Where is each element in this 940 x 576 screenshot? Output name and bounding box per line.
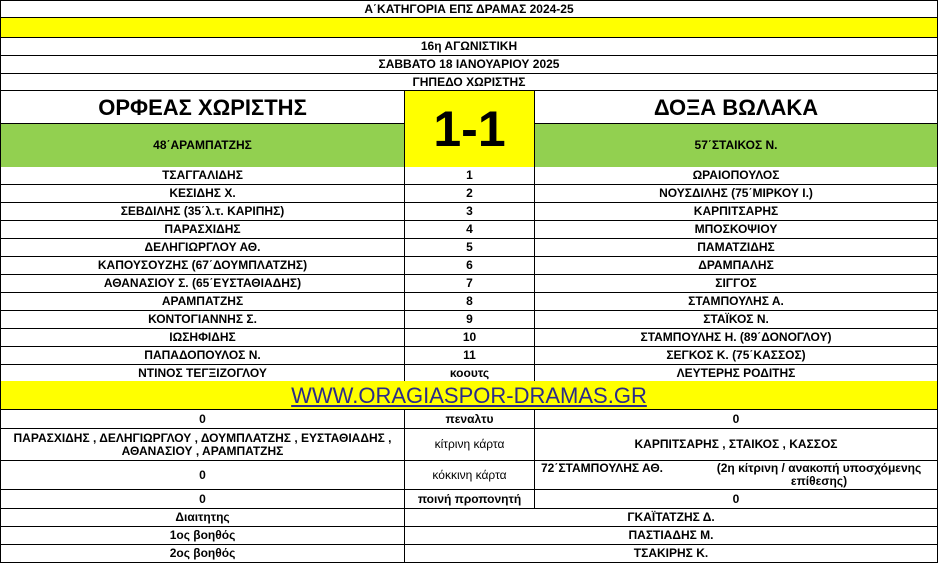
shirt-number: 4 xyxy=(405,221,535,238)
yellow-card-label: κίτρινη κάρτα xyxy=(405,429,535,460)
penalty-label: πεναλτυ xyxy=(405,410,535,428)
date-row xyxy=(0,56,938,74)
home-player: ΔΕΛΗΓΙΩΡΓΛΟΥ ΑΘ. xyxy=(1,239,405,256)
coach-penalty-label: ποινή προπονητή xyxy=(405,490,535,508)
home-coach-penalty: 0 xyxy=(1,490,405,508)
lineup-row xyxy=(0,293,938,311)
away-penalty: 0 xyxy=(732,411,740,426)
official-role: Διαιτητης xyxy=(1,509,405,526)
match-date: ΣΑΒΒΑΤΟ 18 ΙΑΝΟΥΑΡΙΟΥ 2025 xyxy=(378,57,560,71)
away-scorers: 57΄ΣΤΑΙΚΟΣ Ν. xyxy=(535,124,937,167)
home-team: ΟΡΦΕΑΣ ΧΩΡΙΣΤΗΣ xyxy=(1,91,405,124)
home-player: ΠΑΠΑΔΟΠΟΥΛΟΣ Ν. xyxy=(1,347,405,364)
matchday: 16η ΑΓΩΝΙΣΤΙΚΗ xyxy=(420,39,518,53)
shirt-number: 7 xyxy=(405,275,535,292)
shirt-number: 5 xyxy=(405,239,535,256)
home-player: ΚΑΠΟΥΣΟΥΖΗΣ (67΄ΔΟΥΜΠΛΑΤΖΗΣ) xyxy=(1,257,405,274)
lineup-row xyxy=(0,239,938,257)
red-card-label: κόκκινη κάρτα xyxy=(405,461,535,489)
yellow-band xyxy=(0,18,938,38)
official-role: 2ος βοηθός xyxy=(1,545,405,562)
away-player: ΔΡΑΜΠΑΛΗΣ xyxy=(698,258,774,272)
away-player: ΜΠΟΣΚΟΨΙΟΥ xyxy=(694,222,778,236)
penalty-row xyxy=(0,410,938,429)
home-red-cards: 0 xyxy=(1,461,405,489)
shirt-number: 2 xyxy=(405,185,535,202)
away-player: ΩΡΑΙΟΠΟΥΛΟΣ xyxy=(692,168,780,182)
official-name: ΤΣΑΚΙΡΗΣ Κ. xyxy=(633,546,709,560)
official-row xyxy=(0,527,938,545)
home-player: ΝΤΙΝΟΣ ΤΕΓΞΙΖΟΓΛΟΥ xyxy=(1,365,405,382)
official-row xyxy=(0,509,938,527)
matchday-row xyxy=(0,38,938,56)
home-player: ΙΩΣΗΦΙΔΗΣ xyxy=(1,329,405,346)
yellow-card-row xyxy=(0,429,938,461)
shirt-number: 9 xyxy=(405,311,535,328)
shirt-number: 11 xyxy=(405,347,535,364)
official-row xyxy=(0,545,938,563)
home-player: ΚΟΝΤΟΓΙΑΝΝΗΣ Σ. xyxy=(1,311,405,328)
home-player: ΠΑΡΑΣΧΙΔΗΣ xyxy=(1,221,405,238)
away-coach-penalty: 0 xyxy=(732,491,740,506)
shirt-number: 1 xyxy=(405,167,535,184)
away-player: ΠΑΜΑΤΖΙΔΗΣ xyxy=(697,240,775,254)
away-player: ΝΟΥΣΔΙΛΗΣ (75΄ΜΙΡΚΟΥ Ι.) xyxy=(659,186,813,200)
lineup-row xyxy=(0,275,938,293)
website-row xyxy=(0,381,938,410)
away-player: ΣΕΓΚΟΣ Κ. (75΄ΚΑΣΣΟΣ) xyxy=(666,348,806,362)
home-scorers: 48΄ΑΡΑΜΠΑΤΖΗΣ xyxy=(1,124,405,167)
home-player: ΚΕΣΙΔΗΣ Χ. xyxy=(1,185,405,202)
home-player: ΑΡΑΜΠΑΤΖΗΣ xyxy=(1,293,405,310)
lineup-row xyxy=(0,311,938,329)
away-player: ΣΤΑΜΠΟΥΛΗΣ Α. xyxy=(688,294,784,308)
lineup-row xyxy=(0,203,938,221)
website-link[interactable]: WWW.ORAGIASPOR-DRAMAS.GR xyxy=(291,382,647,408)
league-title: Α΄ΚΑΤΗΓΟΡΙΑ ΕΠΣ ΔΡΑΜΑΣ 2024-25 xyxy=(364,1,574,16)
venue-row xyxy=(0,74,938,91)
coach-penalty-row xyxy=(0,490,938,509)
away-player: ΛΕΥΤΕΡΗΣ ΡΟΔΙΤΗΣ xyxy=(676,366,796,380)
lineup-row xyxy=(0,221,938,239)
lineup-row xyxy=(0,347,938,365)
away-player: ΣΙΓΓΟΣ xyxy=(715,276,757,290)
lineup-row xyxy=(0,257,938,275)
home-yellow-cards: ΠΑΡΑΣΧΙΔΗΣ , ΔΕΛΗΓΙΩΡΓΛΟΥ , ΔΟΥΜΠΛΑΤΖΗΣ , ΕΥΣΤΑΘΙΑΔΗΣ , ΑΘΑΝΑΣΙΟΥ , ΑΡΑΜΠΑΤΖΗΣ xyxy=(1,429,405,460)
shirt-number: 3 xyxy=(405,203,535,220)
teams-block xyxy=(0,91,938,167)
home-player: ΤΣΑΓΓΑΛΙΔΗΣ xyxy=(1,167,405,184)
official-name: ΠΑΣΤΙΑΔΗΣ Μ. xyxy=(628,528,714,542)
away-red-card-reason: (2η κίτρινη / ανακοπή υποσχόμενης επίθεσης) xyxy=(716,461,922,488)
lineup-row xyxy=(0,185,938,203)
away-yellow-cards: ΚΑΡΠΙΤΣΑΡΗΣ , ΣΤΑΙΚΟΣ , ΚΑΣΣΟΣ xyxy=(634,437,838,451)
official-name: ΓΚΑΪΤΑΤΖΗΣ Δ. xyxy=(627,510,715,524)
shirt-number: 8 xyxy=(405,293,535,310)
away-red-card-player: 72΄ΣΤΑΜΠΟΥΛΗΣ ΑΘ. xyxy=(541,461,663,475)
shirt-number: 6 xyxy=(405,257,535,274)
lineup-row xyxy=(0,329,938,347)
score: 1-1 xyxy=(405,91,535,167)
official-role: 1ος βοηθός xyxy=(1,527,405,544)
venue: ΓΗΠΕΔΟ ΧΩΡΙΣΤΗΣ xyxy=(412,74,526,89)
home-player: ΑΘΑΝΑΣΙΟΥ Σ. (65΄ΕΥΣΤΑΘΙΑΔΗΣ) xyxy=(1,275,405,292)
away-player: ΚΑΡΠΙΤΣΑΡΗΣ xyxy=(693,204,779,218)
home-penalty: 0 xyxy=(1,410,405,428)
red-card-row xyxy=(0,461,938,490)
league-title-row xyxy=(0,0,938,18)
home-player: ΣΕΒΔΙΛΗΣ (35΄λ.τ. ΚΑΡΙΠΗΣ) xyxy=(1,203,405,220)
away-player: ΣΤΑΜΠΟΥΛΗΣ Η. (89΄ΔΟΝΟΓΛΟΥ) xyxy=(640,330,832,344)
shirt-number: 10 xyxy=(405,329,535,346)
away-team: ΔΟΞΑ ΒΩΛΑΚΑ xyxy=(535,91,937,124)
lineup-row xyxy=(0,167,938,185)
shirt-number: κοουτς xyxy=(405,365,535,382)
away-player: ΣΤΑΪΚΟΣ Ν. xyxy=(703,312,769,326)
away-red-cards xyxy=(535,461,937,489)
